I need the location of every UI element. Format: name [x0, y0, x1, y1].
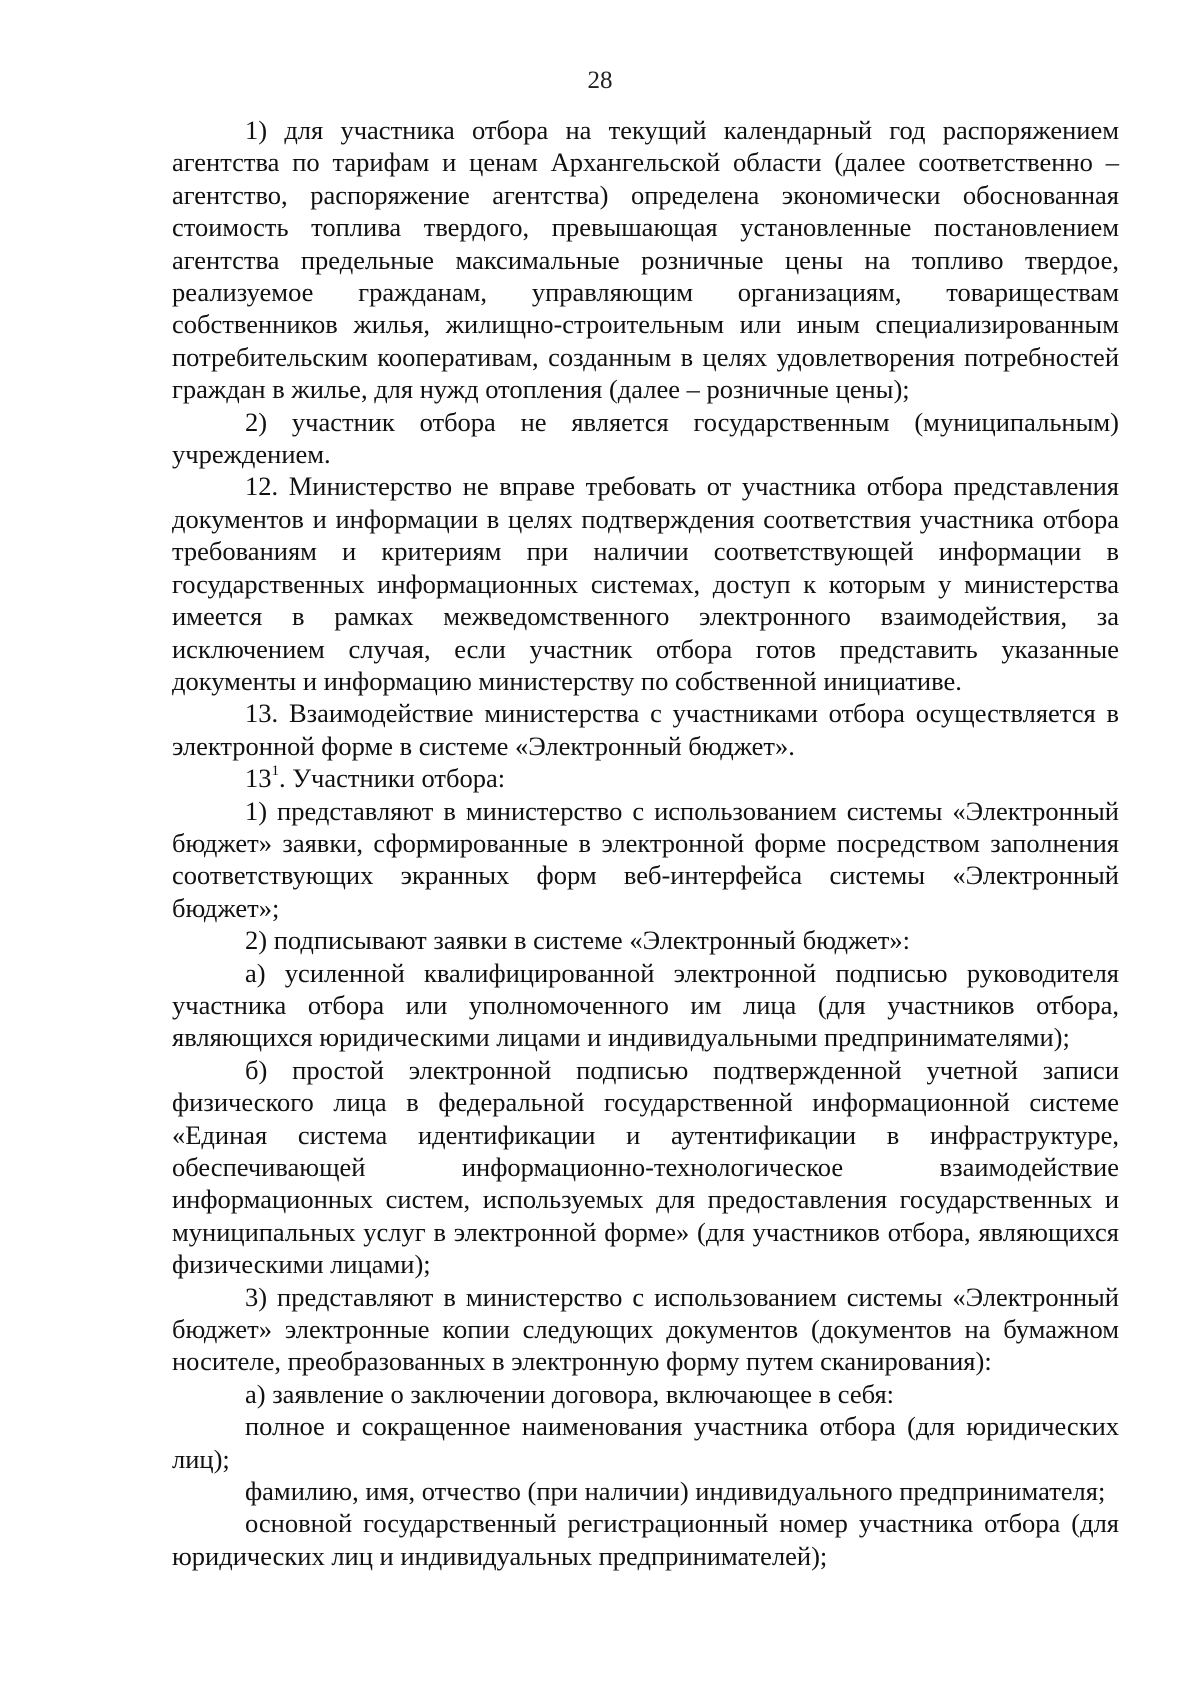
paragraph-13-1-subpoint-3: 3) представляют в министерство с использованием системы «Электронный бюджет» электронные копии следующих документов (документов на бумажном носителе, преобразованных в электронную форму путем сканирования): [172, 1281, 1119, 1377]
paragraph-13-1-heading [172, 762, 1119, 794]
paragraph-1-subpoint-1: 1) для участника отбора на текущий календарный год распоряжением агентства по тарифам и ценам Архангельской области (далее соответственно – агентство, распоряжение агентства) определена экономически обоснованная стоимость топлива твердого, превышающая установленные постановлением агентства предельные максимальные розничные цены на топливо твердое, реализуемое гражданам, управляющим организациям, товариществам собственников жилья, жилищно-строительным или иным специализированным потребительским кооперативам, созданным в целях удовлетворения потребностей граждан в жилье, для нужд отопления (далее – розничные цены); [172, 115, 1119, 405]
paragraph-13-1-subpoint-2-a: а) усиленной квалифицированной электронной подписью руководителя участника отбора или уполномоченного им лица (для участников отбора, являющихся юридическими лицами и индивидуальными предпринимателями); [172, 957, 1119, 1053]
paragraph-1-subpoint-2: 2) участник отбора не является государственным (муниципальным) учреждением. [172, 406, 1119, 470]
paragraph-13-1-subpoint-2-b: б) простой электронной подписью подтвержденной учетной записи физического лица в федеральной государственной информационной системе «Единая система идентификации и аутентификации в инфраструктуре, обеспечивающей информационно-технологическое взаимодействие информационных систем, используемых для предоставления государственных и муниципальных услуг в электронной форме» (для участников отбора, являющихся физическими лицами); [172, 1054, 1119, 1280]
paragraph-12: 12. Министерство не вправе требовать от участника отбора представления документов и информации в целях подтверждения соответствия участника отбора требованиям и критериям при наличии соответствующей информации в государственных информационных системах, доступ к которым у министерства имеется в рамках межведомственного электронного взаимодействия, за исключением случая, если участник отбора готов представить указанные документы и информацию министерству по собственной инициативе. [172, 471, 1119, 696]
paragraph-13-1-subpoint-3-a: а) заявление о заключении договора, включающее в себя: [245, 1378, 895, 1409]
page-number: 28 [587, 67, 613, 94]
paragraph-13-1-subpoint-1: 1) представляют в министерство с использованием системы «Электронный бюджет» заявки, сформированные в электронной форме посредством заполнения соответствующих экранных форм веб-интерфейса системы «Электронный бюджет»; [172, 795, 1119, 923]
document-body [172, 114, 1119, 1572]
paragraph-13: 13. Взаимодействие министерства с участниками отбора осуществляется в электронной форме в системе «Электронный бюджет». [172, 698, 1119, 761]
list-item-full-name: полное и сокращенное наименования участника отбора (для юридических лиц); [172, 1411, 1119, 1474]
paragraph-heading-text: . Участники отбора: [279, 763, 506, 794]
superscript-index: 1 [271, 763, 279, 780]
list-item-registration-number: основной государственный регистрационный номер участника отбора (для юридических лиц и индивидуальных предпринимателей); [172, 1508, 1119, 1571]
list-item-entrepreneur-name: фамилию, имя, отчество (при наличии) индивидуального предпринимателя; [245, 1476, 1106, 1507]
paragraph-13-1-subpoint-2: 2) подписывают заявки в системе «Электронный бюджет»: [245, 925, 910, 956]
paragraph-number: 13 [245, 763, 272, 794]
